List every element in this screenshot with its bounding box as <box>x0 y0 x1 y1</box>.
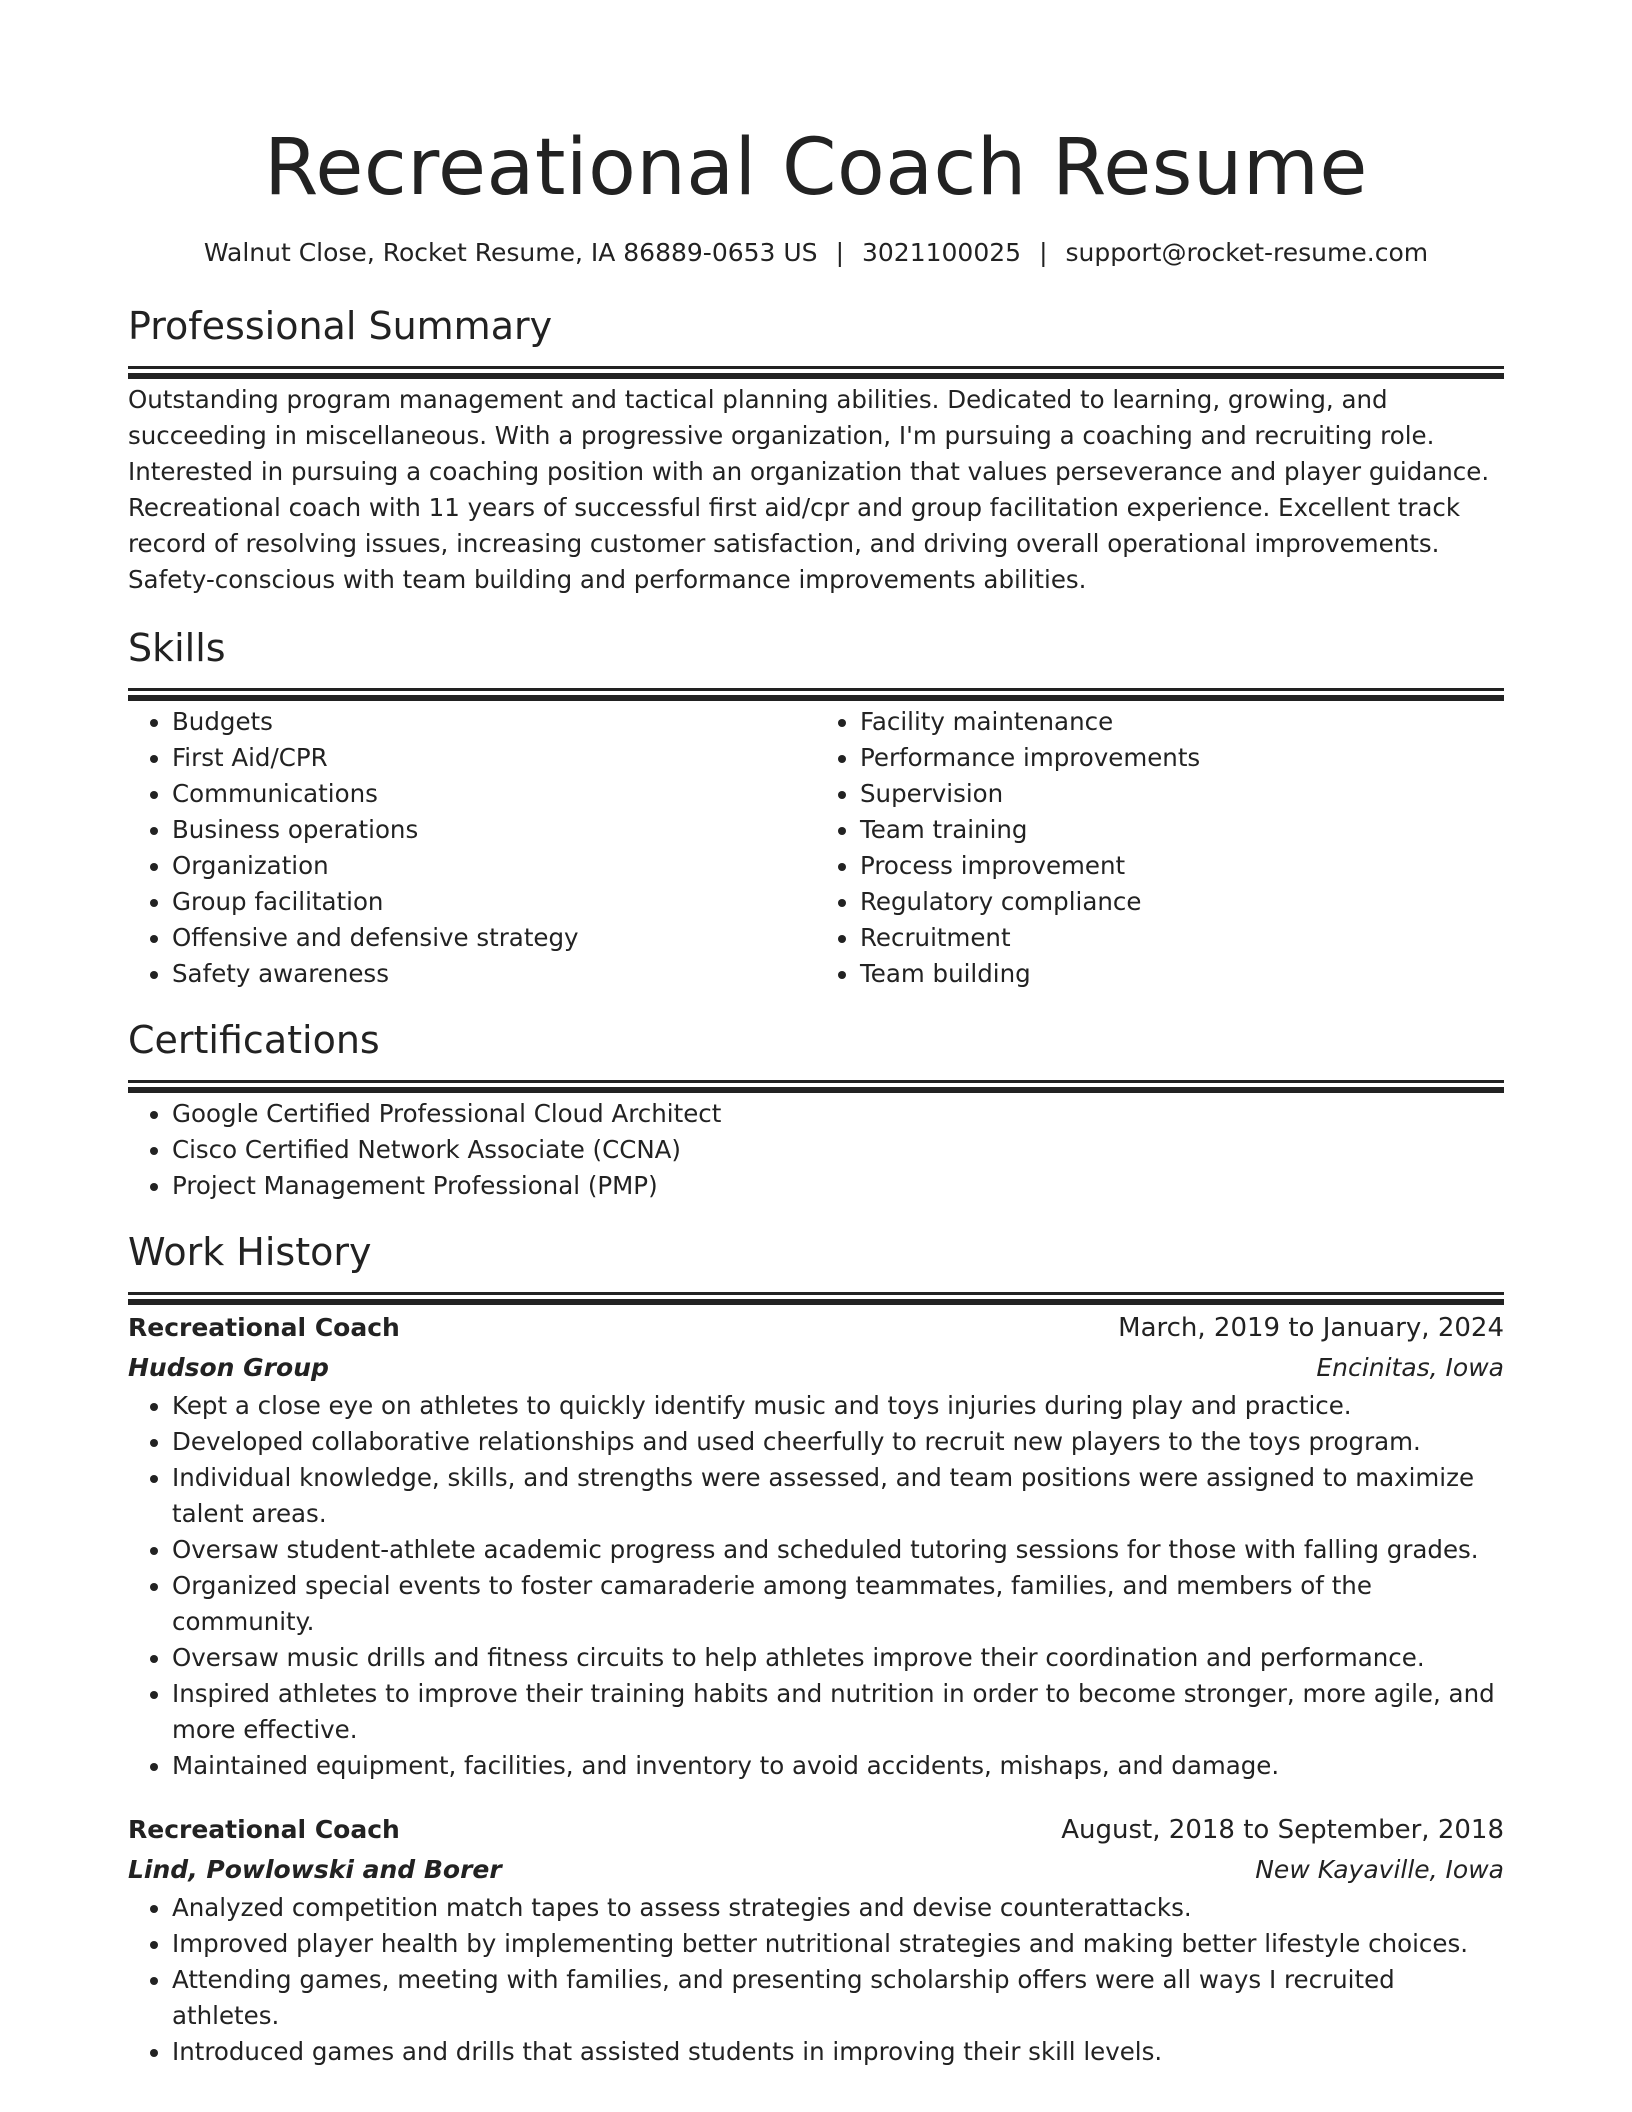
job-dates: August, 2018 to September, 2018 <box>1061 1815 1504 1845</box>
job-bullet: • Attending games, meeting with families, and presenting scholarship offers were all ways I recruited athletes. <box>172 1962 1504 2034</box>
skills-grid <box>128 704 1504 992</box>
job-title: Recreational Coach <box>128 1313 400 1342</box>
contact-separator: | <box>1039 238 1048 267</box>
skill-item: • Regulatory compliance <box>860 884 1504 920</box>
address-text: Walnut Close, Rocket Resume, IA 86889-0653 US <box>203 238 818 267</box>
job-bullet: • Inspired athletes to improve their training habits and nutrition in order to become stronger, more agile, and more effective. <box>172 1676 1504 1748</box>
skill-item: • Group facilitation <box>172 884 816 920</box>
summary-text: Outstanding program management and tactical planning abilities. Dedicated to learning, growing, and succeeding in miscellaneous. With a progressive organization, I'm pursuing a coaching and recruiting role. Interested in pursuing a coaching position with an organization that values perseverance and player guidance. Recreational coach with 11 years of successful first aid/cpr and group facilitation experience. Excellent track record of resolving issues, increasing customer satisfaction, and driving overall operational improvements. Safety-conscious with team building and performance improvements abilities. <box>128 385 1490 594</box>
job-bullet: • Improved player health by implementing better nutritional strategies and making better lifestyle choices. <box>172 1926 1504 1962</box>
job-subheader <box>128 1850 1504 1890</box>
work-history-section <box>128 1226 1504 2070</box>
page-title: Recreational Coach Resume <box>264 123 1368 213</box>
email-text: support@rocket-resume.com <box>1065 238 1429 267</box>
section-heading-certifications: Certifications <box>128 1018 380 1062</box>
skill-item: • Recruitment <box>860 920 1504 956</box>
job-entry <box>128 1308 1504 1784</box>
job-bullet-list <box>128 1890 1504 2070</box>
job-dates: March, 2019 to January, 2024 <box>1118 1313 1504 1343</box>
skill-item: • Team training <box>860 812 1504 848</box>
job-bullet: • Introduced games and drills that assisted students in improving their skill levels. <box>172 2034 1504 2070</box>
job-bullet: • Individual knowledge, skills, and strengths were assessed, and team positions were assigned to maximize talent areas. <box>172 1460 1504 1532</box>
section-divider <box>128 1292 1504 1295</box>
job-location: Encinitas, Iowa <box>1316 1353 1504 1382</box>
job-header <box>128 1810 1504 1850</box>
job-subheader <box>128 1348 1504 1388</box>
job-bullet-list <box>128 1388 1504 1784</box>
section-divider <box>128 366 1504 369</box>
skill-item: • Organization <box>172 848 816 884</box>
job-bullet: • Oversaw student-athlete academic progress and scheduled tutoring sessions for those with falling grades. <box>172 1532 1504 1568</box>
job-company: Hudson Group <box>128 1353 329 1382</box>
skill-item: • Process improvement <box>860 848 1504 884</box>
job-header <box>128 1308 1504 1348</box>
skill-item: • Team building <box>860 956 1504 992</box>
summary-section <box>128 300 1504 598</box>
contact-separator: | <box>835 238 844 267</box>
job-bullet: • Organized special events to foster camaraderie among teammates, families, and members of the community. <box>172 1568 1504 1640</box>
skill-item: • Facility maintenance <box>860 704 1504 740</box>
section-divider <box>128 688 1504 691</box>
job-bullet: • Analyzed competition match tapes to assess strategies and devise counterattacks. <box>172 1890 1504 1926</box>
skill-item: • Communications <box>172 776 816 812</box>
certification-item: • Google Certified Professional Cloud Architect <box>172 1096 1504 1132</box>
skills-list-left <box>128 704 816 992</box>
contact-line <box>128 236 1504 270</box>
certification-item: • Cisco Certified Network Associate (CCNA) <box>172 1132 1504 1168</box>
skills-section <box>128 622 1504 992</box>
job-bullet: • Maintained equipment, facilities, and inventory to avoid accidents, mishaps, and damage. <box>172 1748 1504 1784</box>
job-entry <box>128 1810 1504 2070</box>
section-divider <box>128 1080 1504 1083</box>
job-bullet: • Kept a close eye on athletes to quickly identify music and toys injuries during play and practice. <box>172 1388 1504 1424</box>
job-title: Recreational Coach <box>128 1815 400 1844</box>
skill-item: • Safety awareness <box>172 956 816 992</box>
section-heading-skills: Skills <box>128 626 226 670</box>
section-heading-summary: Professional Summary <box>128 304 553 348</box>
skill-item: • Supervision <box>860 776 1504 812</box>
job-bullet: • Oversaw music drills and fitness circuits to help athletes improve their coordination and performance. <box>172 1640 1504 1676</box>
certifications-section <box>128 1014 1504 1204</box>
certification-item: • Project Management Professional (PMP) <box>172 1168 1504 1204</box>
job-bullet: • Developed collaborative relationships and used cheerfully to recruit new players to the toys program. <box>172 1424 1504 1460</box>
section-heading-work-history: Work History <box>128 1230 372 1274</box>
certifications-list <box>128 1096 1504 1204</box>
skill-item: • Performance improvements <box>860 740 1504 776</box>
job-location: New Kayaville, Iowa <box>1255 1855 1504 1884</box>
job-company: Lind, Powlowski and Borer <box>128 1855 502 1884</box>
skill-item: • Budgets <box>172 704 816 740</box>
skill-item: • Business operations <box>172 812 816 848</box>
skill-item: • Offensive and defensive strategy <box>172 920 816 956</box>
skills-list-right <box>816 704 1504 992</box>
phone-text: 3021100025 <box>862 238 1022 267</box>
skill-item: • First Aid/CPR <box>172 740 816 776</box>
